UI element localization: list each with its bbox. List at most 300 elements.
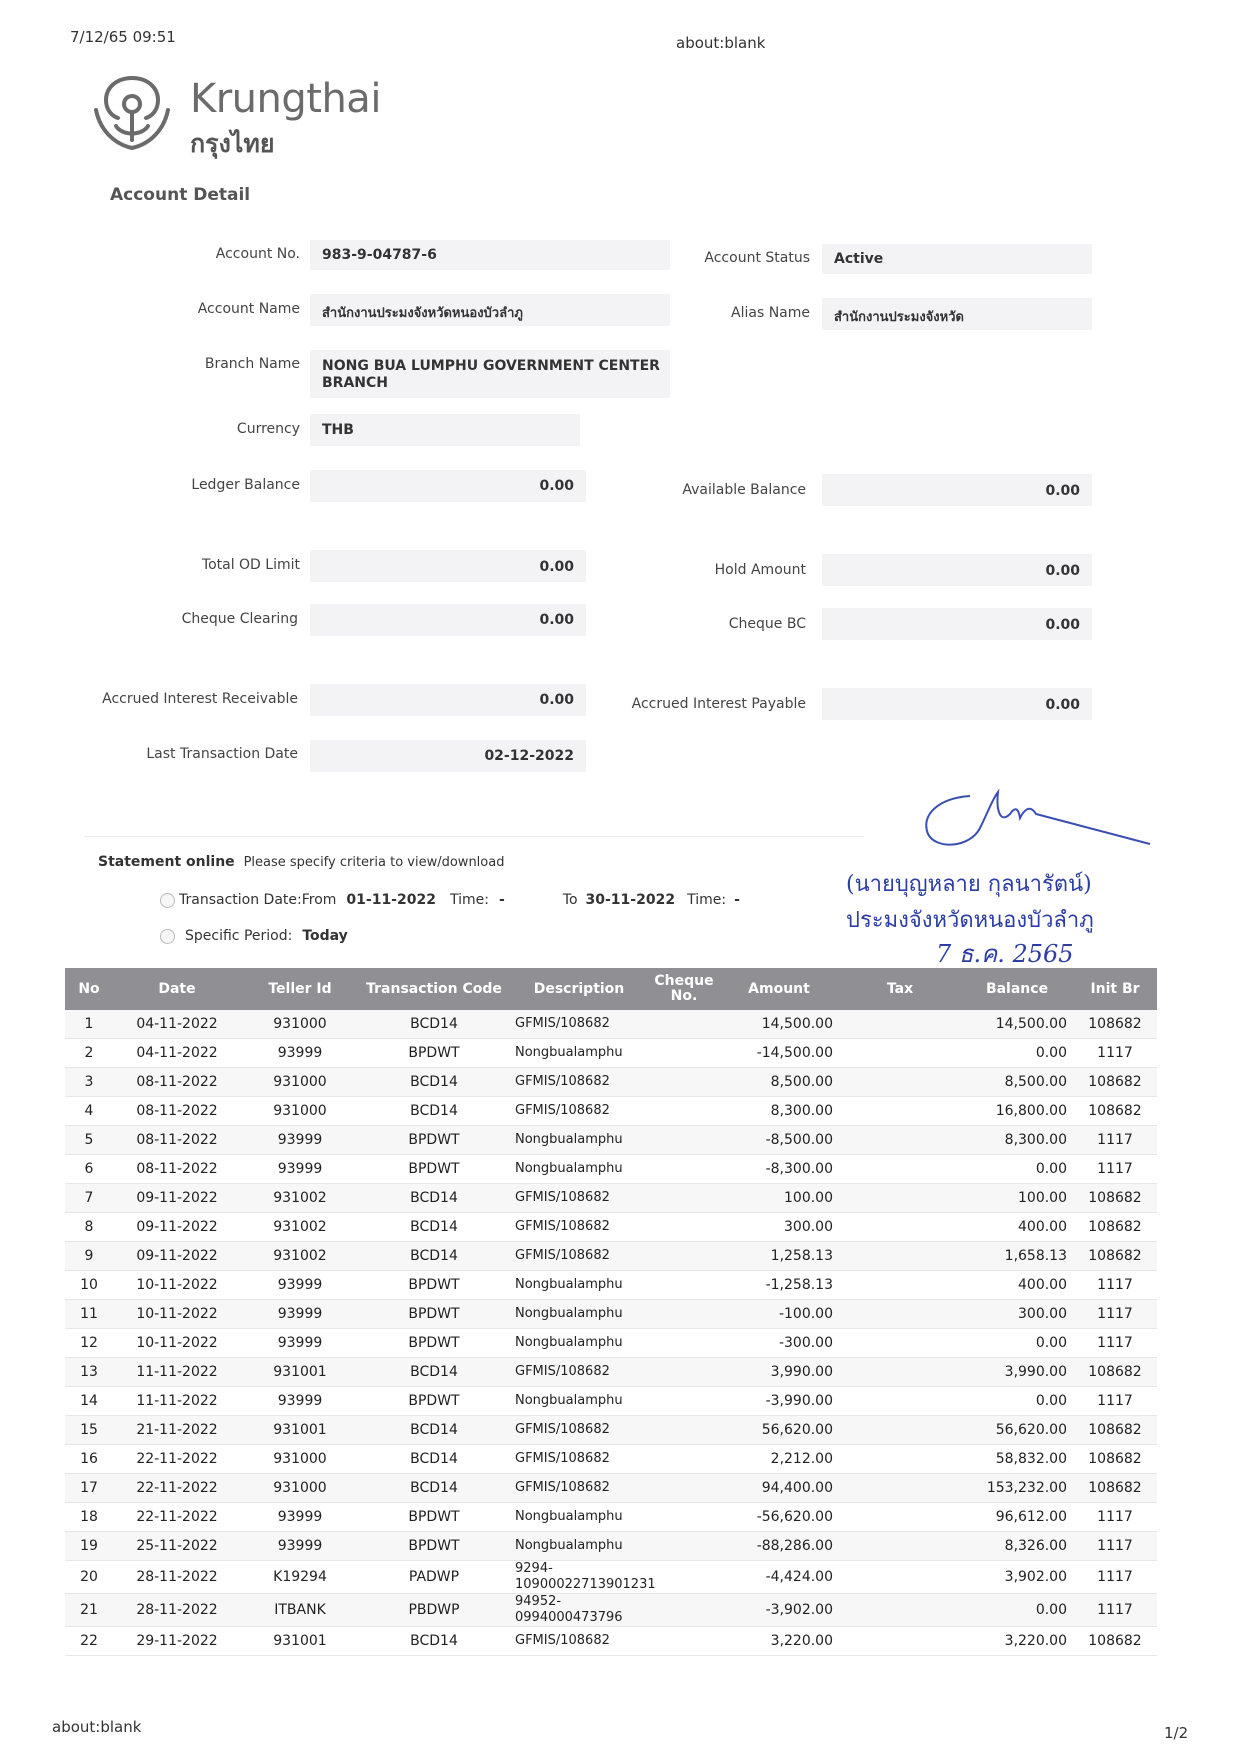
cell-tax (839, 1358, 961, 1387)
cell-transaction-code: BPDWT (359, 1039, 509, 1068)
cell-description: Nongbualamphu (509, 1271, 649, 1300)
cell-transaction-code: BCD14 (359, 1474, 509, 1503)
cell-date: 08-11-2022 (113, 1126, 241, 1155)
col-description[interactable]: Description (509, 968, 649, 1010)
cell-init-br: 1117 (1073, 1126, 1157, 1155)
cell-no: 13 (65, 1358, 113, 1387)
cell-balance: 153,232.00 (961, 1474, 1073, 1503)
cell-date: 22-11-2022 (113, 1474, 241, 1503)
cell-description: GFMIS/108682 (509, 1627, 649, 1656)
to-date[interactable]: 30-11-2022 (585, 892, 676, 908)
cell-no: 6 (65, 1155, 113, 1184)
cell-amount: -1,258.13 (719, 1271, 839, 1300)
table-row[interactable] (65, 1416, 1157, 1445)
cell-tax (839, 1039, 961, 1068)
cell-cheque-no (649, 1627, 719, 1656)
cell-date: 08-11-2022 (113, 1097, 241, 1126)
page-number: 1/2 (1164, 1724, 1189, 1742)
logo-thai-name: กรุงไทย (190, 129, 275, 158)
col-no[interactable]: No (65, 968, 113, 1010)
cell-tax (839, 1474, 961, 1503)
cell-init-br: 1117 (1073, 1329, 1157, 1358)
table-row[interactable] (65, 1627, 1157, 1656)
cell-tax (839, 1010, 961, 1039)
cell-date: 29-11-2022 (113, 1627, 241, 1656)
cell-balance: 0.00 (961, 1594, 1073, 1627)
col-transaction-code[interactable]: Transaction Code (359, 968, 509, 1010)
currency-value: THB (322, 422, 354, 438)
cell-cheque-no (649, 1532, 719, 1561)
cell-balance: 3,902.00 (961, 1561, 1073, 1594)
col-cheque-no[interactable]: Cheque No. (649, 968, 719, 1010)
cell-transaction-code: BCD14 (359, 1627, 509, 1656)
cell-no: 4 (65, 1097, 113, 1126)
cell-balance: 0.00 (961, 1155, 1073, 1184)
table-row[interactable] (65, 1010, 1157, 1039)
cheque-clearing-value: 0.00 (539, 612, 574, 628)
cell-date: 28-11-2022 (113, 1561, 241, 1594)
cell-balance: 300.00 (961, 1300, 1073, 1329)
cell-balance: 0.00 (961, 1039, 1073, 1068)
to-time[interactable]: - (734, 892, 740, 908)
cell-init-br: 1117 (1073, 1594, 1157, 1627)
cell-transaction-code: BCD14 (359, 1445, 509, 1474)
cell-tax (839, 1561, 961, 1594)
cell-amount: -88,286.00 (719, 1532, 839, 1561)
print-url: about:blank (676, 34, 766, 52)
specific-period-label: Specific Period: (185, 928, 293, 944)
col-init-br[interactable]: Init Br (1073, 968, 1157, 1010)
cell-date: 28-11-2022 (113, 1594, 241, 1627)
cell-no: 2 (65, 1039, 113, 1068)
cell-description: 94952- 0994000473796 (509, 1594, 649, 1627)
cell-teller-id: 931001 (241, 1627, 359, 1656)
cell-date: 11-11-2022 (113, 1387, 241, 1416)
cell-init-br: 1117 (1073, 1039, 1157, 1068)
cell-transaction-code: BPDWT (359, 1300, 509, 1329)
cell-no: 3 (65, 1068, 113, 1097)
account-status-label: Account Status (704, 250, 810, 266)
cell-cheque-no (649, 1097, 719, 1126)
cell-teller-id: 931000 (241, 1097, 359, 1126)
table-row[interactable] (65, 1155, 1157, 1184)
ledger-balance-label: Ledger Balance (191, 477, 300, 493)
cell-cheque-no (649, 1503, 719, 1532)
cell-description: Nongbualamphu (509, 1039, 649, 1068)
from-label: Transaction Date:From (179, 892, 337, 908)
cell-teller-id: 931002 (241, 1184, 359, 1213)
cell-teller-id: 931001 (241, 1416, 359, 1445)
cell-cheque-no (649, 1184, 719, 1213)
col-balance[interactable]: Balance (961, 968, 1073, 1010)
cell-amount: 94,400.00 (719, 1474, 839, 1503)
cell-description: Nongbualamphu (509, 1387, 649, 1416)
cell-transaction-code: BPDWT (359, 1329, 509, 1358)
table-row[interactable] (65, 1532, 1157, 1561)
cell-init-br: 1117 (1073, 1387, 1157, 1416)
cell-date: 11-11-2022 (113, 1358, 241, 1387)
transactions-body (65, 1010, 1157, 1656)
cell-amount: -300.00 (719, 1329, 839, 1358)
cell-no: 11 (65, 1300, 113, 1329)
available-balance-value: 0.00 (1045, 483, 1080, 499)
cell-transaction-code: BCD14 (359, 1416, 509, 1445)
cell-tax (839, 1627, 961, 1656)
cell-teller-id: 93999 (241, 1532, 359, 1561)
from-date[interactable]: 01-11-2022 (346, 892, 436, 908)
cell-no: 9 (65, 1242, 113, 1271)
table-row[interactable] (65, 1184, 1157, 1213)
alias-name-label: Alias Name (731, 305, 810, 321)
cell-teller-id: 93999 (241, 1387, 359, 1416)
cell-transaction-code: BCD14 (359, 1213, 509, 1242)
cell-cheque-no (649, 1561, 719, 1594)
cell-tax (839, 1068, 961, 1097)
table-row[interactable] (65, 1329, 1157, 1358)
cell-transaction-code: BPDWT (359, 1155, 509, 1184)
cell-transaction-code: BCD14 (359, 1068, 509, 1097)
cell-no: 7 (65, 1184, 113, 1213)
logo-name: Krungthai (190, 76, 381, 122)
cheque-clearing-label: Cheque Clearing (181, 611, 298, 627)
cell-teller-id: ITBANK (241, 1594, 359, 1627)
cell-init-br: 1117 (1073, 1561, 1157, 1594)
cell-tax (839, 1503, 961, 1532)
date-range-option[interactable] (160, 892, 740, 908)
cell-cheque-no (649, 1213, 719, 1242)
table-row[interactable] (65, 1039, 1157, 1068)
stamp-date: 7 ธ.ค. 2565 (936, 940, 1074, 968)
cell-description: Nongbualamphu (509, 1503, 649, 1532)
cell-teller-id: 931002 (241, 1242, 359, 1271)
cell-amount: 1,258.13 (719, 1242, 839, 1271)
cell-no: 12 (65, 1329, 113, 1358)
cell-tax (839, 1329, 961, 1358)
cell-cheque-no (649, 1271, 719, 1300)
account-name-value: สำนักงานประมงจังหวัดหนองบัวลำภู (322, 306, 523, 321)
stamp-title: ประมงจังหวัดหนองบัวลำภู (846, 908, 1094, 933)
to-time-label: Time: (687, 892, 727, 908)
cell-balance: 8,500.00 (961, 1068, 1073, 1097)
cell-description: Nongbualamphu (509, 1300, 649, 1329)
cell-tax (839, 1155, 961, 1184)
accrued-interest-payable-value: 0.00 (1045, 697, 1080, 713)
cell-tax (839, 1097, 961, 1126)
cell-amount: -8,300.00 (719, 1155, 839, 1184)
cell-teller-id: 931000 (241, 1068, 359, 1097)
branch-name-value-line1: NONG BUA LUMPHU GOVERNMENT CENTER (322, 358, 660, 374)
cell-init-br: 108682 (1073, 1627, 1157, 1656)
cell-transaction-code: BPDWT (359, 1126, 509, 1155)
cell-init-br: 1117 (1073, 1155, 1157, 1184)
cell-date: 09-11-2022 (113, 1184, 241, 1213)
cell-teller-id: 93999 (241, 1329, 359, 1358)
cell-no: 19 (65, 1532, 113, 1561)
cell-transaction-code: BCD14 (359, 1358, 509, 1387)
cell-teller-id: 93999 (241, 1503, 359, 1532)
stamp-name: (นายบุญหลาย กุลนารัตน์) (846, 872, 1092, 897)
cell-tax (839, 1242, 961, 1271)
cell-amount: 300.00 (719, 1213, 839, 1242)
col-date[interactable]: Date (113, 968, 241, 1010)
branch-name-label: Branch Name (204, 356, 300, 372)
cell-transaction-code: BCD14 (359, 1242, 509, 1271)
cell-amount: 14,500.00 (719, 1010, 839, 1039)
cell-balance: 0.00 (961, 1329, 1073, 1358)
cell-amount: 2,212.00 (719, 1445, 839, 1474)
cell-teller-id: 931000 (241, 1474, 359, 1503)
cell-transaction-code: BCD14 (359, 1010, 509, 1039)
cell-cheque-no (649, 1300, 719, 1329)
accrued-interest-receivable-value: 0.00 (539, 692, 574, 708)
cell-balance: 8,300.00 (961, 1126, 1073, 1155)
table-row[interactable] (65, 1387, 1157, 1416)
cell-init-br: 108682 (1073, 1097, 1157, 1126)
last-transaction-date-value: 02-12-2022 (484, 748, 574, 764)
accrued-interest-payable-label: Accrued Interest Payable (631, 696, 806, 712)
table-row[interactable] (65, 1474, 1157, 1503)
table-row[interactable] (65, 1126, 1157, 1155)
table-row[interactable] (65, 1300, 1157, 1329)
date-range-radio[interactable] (160, 893, 175, 908)
table-row[interactable] (65, 1503, 1157, 1532)
statement-hint: Please specify criteria to view/download (243, 855, 505, 870)
cell-balance: 14,500.00 (961, 1010, 1073, 1039)
garuda-icon (86, 70, 178, 160)
cell-description: GFMIS/108682 (509, 1358, 649, 1387)
cell-teller-id: 931001 (241, 1358, 359, 1387)
cell-balance: 100.00 (961, 1184, 1073, 1213)
cell-amount: 56,620.00 (719, 1416, 839, 1445)
cell-balance: 400.00 (961, 1213, 1073, 1242)
cell-transaction-code: PADWP (359, 1561, 509, 1594)
col-tax[interactable]: Tax (839, 968, 961, 1010)
cell-description: Nongbualamphu (509, 1329, 649, 1358)
cell-date: 10-11-2022 (113, 1300, 241, 1329)
table-row[interactable] (65, 1445, 1157, 1474)
cell-teller-id: 93999 (241, 1271, 359, 1300)
cell-teller-id: 931000 (241, 1010, 359, 1039)
section-title: Account Detail (110, 185, 251, 205)
cell-teller-id: 931000 (241, 1445, 359, 1474)
cell-date: 22-11-2022 (113, 1445, 241, 1474)
cell-no: 21 (65, 1594, 113, 1627)
cell-balance: 3,220.00 (961, 1627, 1073, 1656)
cell-balance: 8,326.00 (961, 1532, 1073, 1561)
cell-init-br: 108682 (1073, 1213, 1157, 1242)
cell-amount: -4,424.00 (719, 1561, 839, 1594)
cell-transaction-code: BCD14 (359, 1184, 509, 1213)
table-header-row (65, 968, 1157, 1010)
cell-balance: 58,832.00 (961, 1445, 1073, 1474)
table-row[interactable] (65, 1271, 1157, 1300)
cell-description: GFMIS/108682 (509, 1445, 649, 1474)
cell-cheque-no (649, 1155, 719, 1184)
cell-teller-id: K19294 (241, 1561, 359, 1594)
cell-no: 14 (65, 1387, 113, 1416)
cell-transaction-code: BCD14 (359, 1097, 509, 1126)
cell-transaction-code: BPDWT (359, 1271, 509, 1300)
cell-cheque-no (649, 1474, 719, 1503)
cell-no: 10 (65, 1271, 113, 1300)
cell-date: 21-11-2022 (113, 1416, 241, 1445)
col-amount[interactable]: Amount (719, 968, 839, 1010)
cell-description: GFMIS/108682 (509, 1010, 649, 1039)
cell-teller-id: 93999 (241, 1300, 359, 1329)
cell-balance: 3,990.00 (961, 1358, 1073, 1387)
cell-no: 5 (65, 1126, 113, 1155)
cell-description: Nongbualamphu (509, 1532, 649, 1561)
cell-no: 16 (65, 1445, 113, 1474)
cell-cheque-no (649, 1068, 719, 1097)
account-name-label: Account Name (197, 301, 300, 317)
specific-period-radio[interactable] (160, 929, 175, 944)
cell-no: 17 (65, 1474, 113, 1503)
total-od-limit-label: Total OD Limit (201, 557, 300, 573)
divider (84, 836, 864, 837)
cell-amount: -14,500.00 (719, 1039, 839, 1068)
cell-cheque-no (649, 1126, 719, 1155)
from-time-label: Time: (449, 892, 489, 908)
cell-teller-id: 93999 (241, 1039, 359, 1068)
cell-teller-id: 931002 (241, 1213, 359, 1242)
print-datetime: 7/12/65 09:51 (70, 28, 176, 46)
table-row[interactable] (65, 1561, 1157, 1594)
cell-date: 09-11-2022 (113, 1242, 241, 1271)
cell-teller-id: 93999 (241, 1126, 359, 1155)
cell-amount: -100.00 (719, 1300, 839, 1329)
account-no-value: 983-9-04787-6 (322, 247, 437, 263)
cell-amount: 3,990.00 (719, 1358, 839, 1387)
cheque-bc-label: Cheque BC (728, 616, 806, 632)
cell-description: GFMIS/108682 (509, 1242, 649, 1271)
cell-cheque-no (649, 1329, 719, 1358)
cell-no: 18 (65, 1503, 113, 1532)
statement-title: Statement online (98, 854, 235, 870)
signature (900, 784, 1160, 864)
branch-name-value-line2: BRANCH (322, 375, 388, 391)
cell-tax (839, 1184, 961, 1213)
cell-description: GFMIS/108682 (509, 1474, 649, 1503)
cell-init-br: 108682 (1073, 1445, 1157, 1474)
cell-date: 09-11-2022 (113, 1213, 241, 1242)
table-row[interactable] (65, 1068, 1157, 1097)
cheque-bc-value: 0.00 (1045, 617, 1080, 633)
ledger-balance-value: 0.00 (539, 478, 574, 494)
cell-date: 04-11-2022 (113, 1010, 241, 1039)
cell-transaction-code: BPDWT (359, 1532, 509, 1561)
cell-init-br: 108682 (1073, 1184, 1157, 1213)
from-time[interactable]: - (498, 892, 505, 908)
transactions-table (65, 968, 1157, 1656)
cell-init-br: 1117 (1073, 1271, 1157, 1300)
cell-init-br: 108682 (1073, 1010, 1157, 1039)
cell-description: GFMIS/108682 (509, 1213, 649, 1242)
hold-amount-label: Hold Amount (714, 562, 806, 578)
cell-tax (839, 1126, 961, 1155)
cell-description: Nongbualamphu (509, 1155, 649, 1184)
cell-cheque-no (649, 1416, 719, 1445)
cell-date: 10-11-2022 (113, 1271, 241, 1300)
cell-init-br: 108682 (1073, 1474, 1157, 1503)
cell-init-br: 1117 (1073, 1532, 1157, 1561)
cell-tax (839, 1300, 961, 1329)
cell-cheque-no (649, 1358, 719, 1387)
cell-balance: 96,612.00 (961, 1503, 1073, 1532)
cell-date: 10-11-2022 (113, 1329, 241, 1358)
cell-description: Nongbualamphu (509, 1126, 649, 1155)
alias-name-value: สำนักงานประมงจังหวัด (834, 310, 964, 325)
cell-cheque-no (649, 1387, 719, 1416)
cell-no: 15 (65, 1416, 113, 1445)
cell-amount: 3,220.00 (719, 1627, 839, 1656)
cell-init-br: 1117 (1073, 1300, 1157, 1329)
cell-description: 9294- 10900022713901231 (509, 1561, 649, 1594)
cell-transaction-code: BPDWT (359, 1387, 509, 1416)
cell-init-br: 108682 (1073, 1358, 1157, 1387)
last-transaction-date-label: Last Transaction Date (146, 746, 298, 762)
cell-transaction-code: BPDWT (359, 1503, 509, 1532)
table-row[interactable] (65, 1358, 1157, 1387)
table-row[interactable] (65, 1213, 1157, 1242)
total-od-limit-value: 0.00 (539, 559, 574, 575)
cell-amount: -8,500.00 (719, 1126, 839, 1155)
cell-amount: -3,990.00 (719, 1387, 839, 1416)
to-label: To (562, 892, 578, 908)
cell-no: 22 (65, 1627, 113, 1656)
cell-no: 8 (65, 1213, 113, 1242)
cell-date: 08-11-2022 (113, 1068, 241, 1097)
cell-balance: 0.00 (961, 1387, 1073, 1416)
cell-no: 20 (65, 1561, 113, 1594)
cell-description: GFMIS/108682 (509, 1097, 649, 1126)
cell-date: 04-11-2022 (113, 1039, 241, 1068)
cell-cheque-no (649, 1594, 719, 1627)
cell-tax (839, 1213, 961, 1242)
cell-cheque-no (649, 1039, 719, 1068)
cell-balance: 56,620.00 (961, 1416, 1073, 1445)
cell-init-br: 108682 (1073, 1416, 1157, 1445)
cell-init-br: 108682 (1073, 1242, 1157, 1271)
cell-tax (839, 1445, 961, 1474)
table-row[interactable] (65, 1594, 1157, 1627)
cell-amount: 100.00 (719, 1184, 839, 1213)
cell-description: GFMIS/108682 (509, 1068, 649, 1097)
account-status-value: Active (834, 251, 884, 267)
cell-tax (839, 1594, 961, 1627)
cell-teller-id: 93999 (241, 1155, 359, 1184)
footer-url: about:blank (52, 1718, 142, 1736)
cell-tax (839, 1532, 961, 1561)
table-row[interactable] (65, 1242, 1157, 1271)
cell-cheque-no (649, 1445, 719, 1474)
cell-balance: 1,658.13 (961, 1242, 1073, 1271)
hold-amount-value: 0.00 (1045, 563, 1080, 579)
cell-balance: 400.00 (961, 1271, 1073, 1300)
cell-amount: -56,620.00 (719, 1503, 839, 1532)
cell-tax (839, 1416, 961, 1445)
table-row[interactable] (65, 1097, 1157, 1126)
specific-period-value[interactable]: Today (302, 928, 348, 944)
cell-balance: 16,800.00 (961, 1097, 1073, 1126)
col-teller-id[interactable]: Teller Id (241, 968, 359, 1010)
accrued-interest-receivable-label: Accrued Interest Receivable (102, 691, 298, 707)
specific-period-option[interactable] (160, 928, 348, 944)
cell-transaction-code: PBDWP (359, 1594, 509, 1627)
cell-description: GFMIS/108682 (509, 1416, 649, 1445)
cell-description: GFMIS/108682 (509, 1184, 649, 1213)
cell-amount: -3,902.00 (719, 1594, 839, 1627)
